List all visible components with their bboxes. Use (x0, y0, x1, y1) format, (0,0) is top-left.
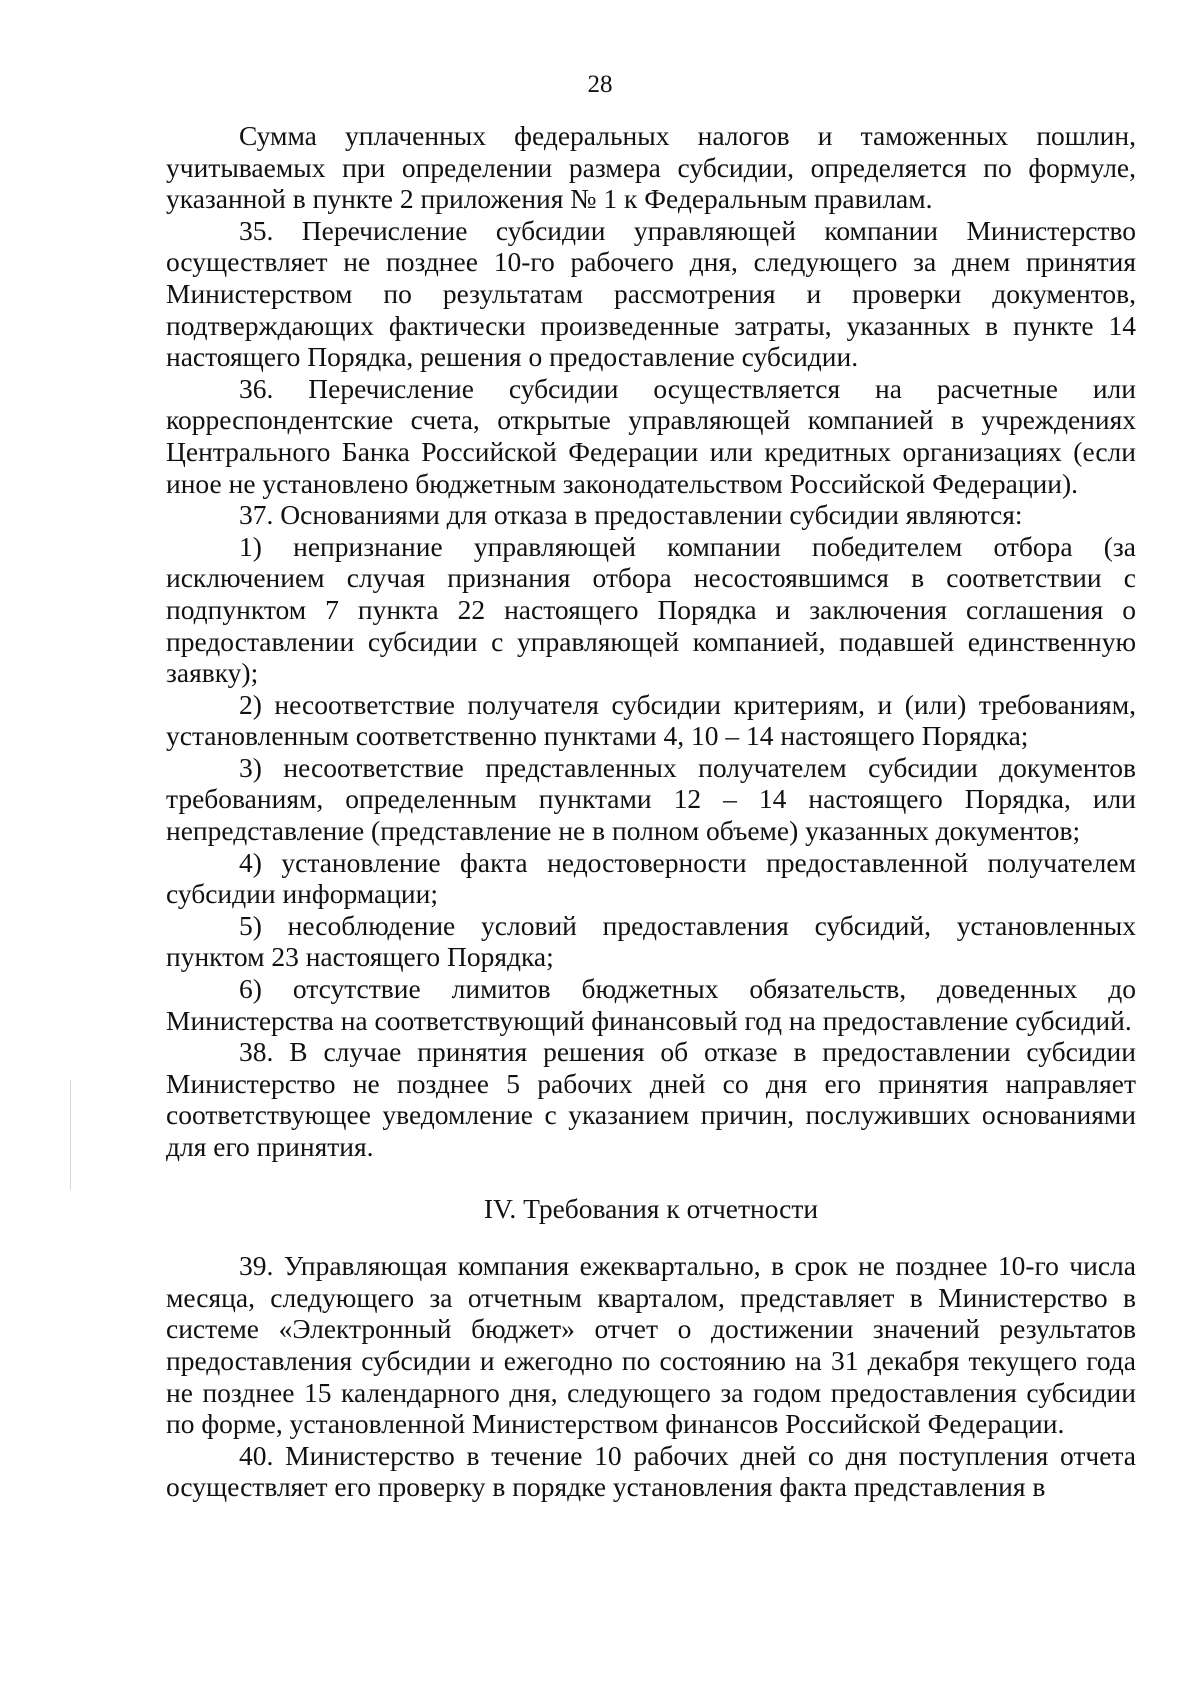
paragraph-37-item-3: 3) несоответствие представленных получателем субсидии документов требованиям, определенным пунктами 12 – 14 настоящего Порядка, или непредставление (представление не в полном объеме) указанных документов; (166, 751, 1136, 847)
scan-margin-mark (70, 1080, 71, 1190)
paragraph-37: 37. Основаниями для отказа в предоставлении субсидии являются: (239, 499, 1023, 531)
paragraph-35: 35. Перечисление субсидии управляющей компании Министерство осуществляет не позднее 10-го рабочего дня, следующего за днем принятия Министерством по результатам рассмотрения и проверки документов, подтверждающих фактически произведенные затраты, указанных в пункте 14 настоящего Порядка, решения о предоставление субсидии. (166, 214, 1136, 373)
paragraph-36: 36. Перечисление субсидии осуществляется на расчетные или корреспондентские счета, открытые управляющей компанией в учреждениях Центрального Банка Российской Федерации или кредитных организациях (если иное не установлено бюджетным законодательством Российской Федерации). (166, 372, 1136, 499)
paragraph-40: 40. Министерство в течение 10 рабочих дней со дня поступления отчета осуществляет его проверку в порядке установления факта представления в (166, 1439, 1136, 1503)
paragraph-37-item-1: 1) непризнание управляющей компании победителем отбора (за исключением случая признания отбора несостоявшимся в соответствии с подпунктом 7 пункта 22 настоящего Порядка и заключения соглашения о предоставлении субсидии с управляющей компанией, подавшей единственную заявку); (166, 530, 1136, 689)
paragraph-38: 38. В случае принятия решения об отказе в предоставлении субсидии Министерство не позднее 5 рабочих дней со дня его принятия направляет соответствующее уведомление с указанием причин, послуживших основаниями для его принятия. (166, 1036, 1136, 1162)
document-body (166, 120, 1136, 1503)
paragraph-37-item-6: 6) отсутствие лимитов бюджетных обязательств, доведенных до Министерства на соответствующий финансовый год на предоставление субсидий. (166, 973, 1136, 1036)
paragraph-sum-of-taxes: Сумма уплаченных федеральных налогов и таможенных пошлин, учитываемых при определении размера субсидии, определяется по формуле, указанной в пункте 2 приложения № 1 к Федеральным правилам. (166, 120, 1136, 215)
paragraph-37-item-5: 5) несоблюдение условий предоставления субсидий, установленных пунктом 23 настоящего Порядка; (166, 909, 1136, 973)
paragraph-37-item-2: 2) несоответствие получателя субсидии критериям, и (или) требованиям, установленным соответственно пунктами 4, 10 – 14 настоящего Порядка; (166, 688, 1136, 752)
paragraph-39: 39. Управляющая компания ежеквартально, в срок не позднее 10-го числа месяца, следующего за отчетным кварталом, представляет в Министерство в системе «Электронный бюджет» отчет о достижении значений результатов предоставления субсидии и ежегодно по состоянию на 31 декабря текущего года не позднее 15 календарного дня, следующего за годом предоставления субсидии по форме, установленной Министерством финансов Российской Федерации. (166, 1250, 1136, 1440)
page-number: 28 (587, 71, 613, 98)
paragraph-37-item-4: 4) установление факта недостоверности предоставленной получателем субсидии информации; (166, 846, 1136, 910)
section-heading: IV. Требования к отчетности (483, 1192, 819, 1224)
